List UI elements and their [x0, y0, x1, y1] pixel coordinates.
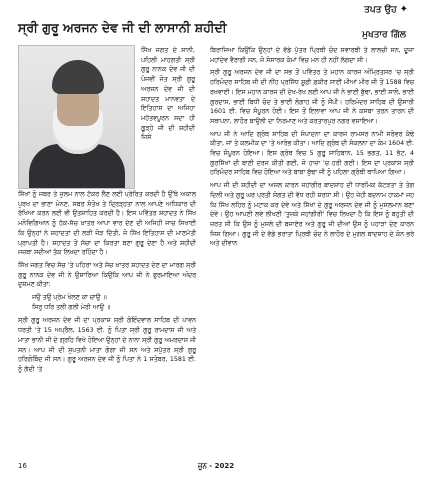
article-author: ਮੁਖਤਾਰ ਗਿੱਲ	[362, 30, 406, 40]
verse-line: ਜਉ ਤਉ ਪ੍ਰੇਮ ਖੇਲਣ ਕਾ ਚਾਉ ॥	[32, 294, 107, 302]
body-paragraph: ਸ੍ਰੀ ਗੁਰੂ ਅਰਜਨ ਦੇਵ ਜੀ ਦਾ ਸਭ ਤੋਂ ਪਵਿੱਤਰ ਤੇ ਮਹਾਨ ਕਾਰਜ ਅੰਮ੍ਰਿਤਸਰ 'ਚ ਸ੍ਰੀ ਹਰਿਮੰਦਰ ਸਾਹਿਬ ਜੀ ਦੀ ਨੀਂਹ ਪ੍ਰਸਿੱਧ ਸੂਫ਼ੀ ਫ਼ਕੀਰ ਸਾਈਂ ਮੀਆਂ ਮੀਰ ਜੀ ਤੋਂ 1588 ਵਿਚ ਰਖਵਾਈ। ਇਸ ਮਹਾਨ ਕਾਰਜ ਦੀ ਦੇਖ-ਰੇਖ ਲਈ ਆਪ ਜੀ ਨੇ ਭਾਈ ਬੁੱਢਾ, ਭਾਈ ਸਾਲੋ, ਭਾਈ ਗੁਰਦਾਸ, ਭਾਈ ਬਿਧੀ ਚੰਦ ਤੇ ਭਾਈ ਲੰਗਾਹ ਜੀ ਨੂੰ ਸੌਂਪੀ। ਹਰਿਮੰਦਰ ਸਾਹਿਬ ਦੀ ਉਸਾਰੀ 1601 ਈ. ਵਿਚ ਸੰਪੂਰਨ ਹੋਈ। ਇਸ ਤੋਂ ਇਲਾਵਾ ਆਪ ਜੀ ਨੇ ਕਸਬਾ ਤਰਨ ਤਾਰਨ ਦੀ ਸਥਾਪਨਾ, ਲਾਹੌਰ ਬਾਉਲੀ ਦਾ ਨਿਰਮਾਣ ਅਤੇ ਕਰਤਾਰਪੁਰ ਨਗਰ ਵਸਾਇਆ।	[210, 69, 414, 125]
left-side-column	[141, 46, 195, 146]
right-column	[210, 46, 414, 252]
article-title: ਸ੍ਰੀ ਗੁਰੂ ਅਰਜਨ ਦੇਵ ਜੀ ਦੀ ਲਾਸਾਨੀ ਸ਼ਹੀਦੀ	[18, 20, 227, 35]
left-main-column	[18, 190, 196, 378]
body-paragraph: ਆਪ ਜੀ ਦੀ ਸ਼ਹੀਦੀ ਦਾ ਅਸਲ ਕਾਰਨ ਜਹਾਂਗੀਰ ਬਾਦਸ਼ਾਹ ਦੀ ਧਾਰਮਿਕ ਕੱਟੜਤਾ ਤੇ ਤੰਗ ਦਿਲੀ ਅਤੇ ਗੁਰੂ ਘਰ ਪ੍ਰਤੀ ਸੰਗਤ ਦੀ ਵੱਧ ਰਹੀ ਸ਼ਰਧਾ ਸੀ। ਉਹ ਜੇਹੀ ਬਦਨਾਮ ਹਾਕਮਾਂ ਜਹ ਕਿ ਸਿੱਖ ਲਹਿਰ ਨੂੰ ਮਟਾਕ ਕਰ ਦੇਵੇ ਅਤੇ ਸਿੱਖਾਂ ਦੇ ਗੁਰੂ ਅਰਜਨ ਦੇਵ ਜੀ ਨੂੰ ਮੁਸਲਮਾਨ ਬਣਾ ਦੇਵੇ। ਉਹ ਆਪਣੀ ਲਵੇ ਲੀਖਣੀ 'ਤੁਜ਼ਕੇ ਜਹਾਂਗੀਰੀ' ਵਿਚ ਲਿਖਦਾ ਹੈ ਕਿ ਇਸ ਨੂੰ ਬਹੁਤੀ ਦੀ ਜ਼ਰਤ ਸੀ ਕਿ ਉਸ ਨੂੰ ਮੁਸਲੇ ਦੀ ਬਜਾਏਰ ਅਤੇ ਗੁਰੂ ਜੀ ਦੀਆਂ ਉਸ ਨੂੰ ਪਹਾੜਾ ਦੇਣ ਕਾਰਨ ਜਿਸ ਗਿਆ। ਗੁਰੂ ਜੀ ਦੇ ਵੱਡੇ ਭਰਾਤਾ ਪ੍ਰਿਥੀ ਚੰਦ ਨੇ ਲਾਹੌਰ ਦੇ ਮੁਗਲ ਬਾਦਸ਼ਾਹ ਦੇ ਕੰਨ ਭਰੇ ਅਤੇ ਦੀਵਾਨ	[210, 182, 414, 248]
body-paragraph: ਆਪ ਜੀ ਨੇ ਆਦਿ ਗ੍ਰੰਥ ਸਾਹਿਬ ਦੀ ਸੰਪਾਦਨਾ ਦਾ ਕਾਰਜ ਰਾਮਸਰ ਨਾਮੀ ਸਰੋਵਰ ਕੰਢੇ ਕੀਤਾ, ਜਾਂ ਤੇ ਕਲਮੀਕ ਦਾ 'ਤੇ ਆਰੰਭ ਕੀਤਾ। ਆਦਿ ਗ੍ਰੰਥ ਦੀ ਸੰਕਲਨਾ ਦਾ ਕੰਮ 1604 ਈ. ਵਿਚ ਸੰਪੂਰਨ ਹੋਇਆ। ਇਸ ਗ੍ਰੰਥ ਵਿਚ 5 ਗੁਰੂ ਸਾਹਿਬਾਨ, 15 ਭਗਤ, 11 ਭੱਟ, 4 ਗੁਰਸਿੱਖਾਂ ਦੀ ਬਾਣੀ ਦਰਜ ਕੀਤੀ ਗਈ, ਜੋ ਹਾਜ਼ਾ 'ਚ ਹਰੀ ਗਈ। ਇਸ ਦਾ ਪ੍ਰਕਾਸ਼ ਸ੍ਰੀ ਹਰਿਮੰਦਰ ਸਾਹਿਬ ਵਿਚ ਹੋਇਆ ਅਤੇ ਬਾਬਾ ਬੁੱਢਾ ਜੀ ਨੂੰ ਪਹਿਲਾ ਗ੍ਰੰਥੀ ਥਾਪਿਆ ਗਿਆ।	[210, 130, 414, 177]
body-paragraph: ਸਿੱਖ ਜਗਤ ਵਿਚ ਸੱਚ 'ਤੇ ਪਹਿਰਾ ਅਤੇ ਸੱਚ ਖ਼ਾਤਰ ਸ਼ਹਾਦਤ ਦੇਣ ਦਾ ਮਾਰਗ ਸ੍ਰੀ ਗੁਰੂ ਨਾਨਕ ਦੇਵ ਜੀ ਨੇ ਉਸਾਰਿਆ ਕਿਉਂਕਿ ਆਪ ਜੀ ਨੇ ਫੁਰਮਾਇਆ ਅੰਦਰ ਦੁਸ਼ਮਣ ਕੀਤਾ:	[18, 261, 196, 289]
intro-paragraph: ਸਿੱਖ ਜਗਤ ਦੇ ਸਾਨੀ, ਪਹਿਲੀ ਮਾਹਗਤੀ ਸ੍ਰੀ ਗੁਰੂ ਨਾਨਕ ਦੇਵ ਜੀ ਦੀ ਪੰਜਵੀਂ ਜੋਤ ਸ੍ਰੀ ਗੁਰੂ ਅਰਜਨ ਦੇਵ ਜੀ ਦੀ ਸ਼ਹਾਦਤ ਮਾਨਵਤਾ ਦੇ ਇਤਿਹਾਸ ਦਾ ਅਜਿਹਾ ਮਹੱਤਵਪੂਰਨ ਸਦਾ ਹੀ ਗੂੜ੍ਹੇ ਜੀ ਦੀ ਸ਼ਹੀਦੀ ਜਿਸੇ	[141, 47, 195, 142]
issue-date: ਜੂਨ - 2022	[197, 462, 235, 470]
header-section-tag	[364, 4, 408, 15]
portrait-turban	[52, 60, 104, 94]
ornament-icon: ✦	[399, 4, 408, 15]
body-paragraph: ਬਿਰਾਜਿਆ ਕਿਉਂਕਿ ਉਨ੍ਹਾਂ ਦੇ ਵੱਡੇ ਪੁੱਤਰ ਪ੍ਰਿਥੀ ਚੰਦ ਸਵਾਰਥੀ ਤੇ ਲਾਲਚੀ ਸਨ, ਦੂਜਾ ਮਹਾਂਦੇਵ ਵੈਰਾਗੀ ਸਨ, ਜੋ ਸੰਸਾਰਕ ਕੰਮਾਂ ਵਿਚ ਮਨ ਹੀ ਨਹੀਂ ਲੱਗਦਾ ਸੀ।	[210, 47, 414, 64]
page-number: 16	[18, 462, 27, 470]
author-portrait-photo	[18, 45, 135, 189]
verse-line: ਸਿਰੁ ਧਰਿ ਤਲੀ ਗਲੀ ਮੇਰੀ ਆਉ ॥	[32, 303, 111, 311]
scripture-verse	[32, 293, 196, 312]
body-paragraph: ਸਿੱਖਾਂ ਨੂੰ ਜਬਰ ਤੇ ਜ਼ੁਲਮ ਨਾਲ ਟੱਕਰ ਲੈਣ ਲਈ ਪ੍ਰੇਰਿਤ ਕਰਦੀ ਹੈ ਉੱਥੇ ਅਕਾਲ ਪੁਰਖ ਦਾ ਭਾਣਾ ਮੰਨਣ, ਸਬਰ ਸੰਤੋਖ ਤੇ ਦ੍ਰਿੜ੍ਹਤਾ ਨਾਲ ਆਪਣੇ ਅਧਿਕਾਰ ਦੀ ਰੱਖਿਆ ਕਰਨ ਲਈ ਵੀ ਉਤਸ਼ਾਹਿਤ ਕਰਦੀ ਹੈ। ਇਸ ਪਵਿੱਤਰ ਸ਼ਹਾਦਤ ਨੇ ਸਿੱਖ ਮਨੋਵਿਗਿਆਨ ਨੂੰ ਹੱਕ-ਸੱਚ ਖ਼ਾਤਰ ਆਪਾ ਵਾਰ ਦੇਣ ਦੀ ਅਜਿਹੀ ਜਾਚ ਸਿਖਾਈ ਕਿ ਉਨ੍ਹਾਂ ਨੇ ਸ਼ਹਾਦਤਾਂ ਦੀ ਲੜੀ ਜੋੜ ਦਿੱਤੀ, ਜੋ ਸਿੱਖ ਇਤਿਹਾਸ ਦੀ ਮਾਣਮੱਤੀ ਪ੍ਰਾਪਤੀ ਹੈ। ਸ਼ਹਾਦਤ ਤੋਂ ਸੱਚਾ ਦਾ ਕਿਰਤਾ ਬਣਾ ਗੁਰੂ ਦੇਣਾ ਹੈ ਅਤੇ ਸ਼ਹੀਦੀ ਜਜ਼ਬਾ ਸਦੀਆਂ ਤੱਕ ਲਿਖਦਾ ਰਹਿੰਦਾ ਹੈ।	[18, 191, 196, 257]
body-paragraph: ਸ੍ਰੀ ਗੁਰੂ ਅਰਜਨ ਦੇਵ ਜੀ ਦਾ ਪ੍ਰਕਾਸ਼ ਸ੍ਰੀ ਗੋਇੰਦਵਾਲ ਸਾਹਿਬ ਦੀ ਪਾਵਨ ਧਰਤੀ 'ਤੇ 15 ਅਪ੍ਰੈਲ, 1563 ਈ. ਨੂੰ ਪਿਤਾ ਸ੍ਰੀ ਗੁਰੂ ਰਾਮਦਾਸ ਜੀ ਅਤੇ ਮਾਤਾ ਭਾਨੀ ਜੀ ਦੇ ਗ੍ਰਹਿ ਵਿਖੇ ਹੋਇਆ ਉਨ੍ਹਾਂ ਦੇ ਨਾਨਾ ਸ੍ਰੀ ਗੁਰੂ ਅਮਰਦਾਸ ਜੀ ਸਨ। ਆਪ ਜੀ ਦੀ ਸੁਪਤਨੀ ਮਾਤਾ ਗੰਗਾ ਜੀ ਸਨ ਅਤੇ ਸਪੁੱਤਰ ਸ੍ਰੀ ਗੁਰੂ ਹਰਿਗੋਬਿੰਦ ਜੀ ਸਨ। ਗੁਰੂ ਅਰਜਨ ਦੇਵ ਜੀ ਨੂੰ ਪਿਤਾ ਨੇ 1 ਸਤੰਬਰ, 1581 ਈ. ਨੂੰ ਗੱਦੀ 'ਤੇ	[18, 317, 196, 373]
header-tag-text: ਤਪਤ ਉਹ	[364, 4, 397, 15]
